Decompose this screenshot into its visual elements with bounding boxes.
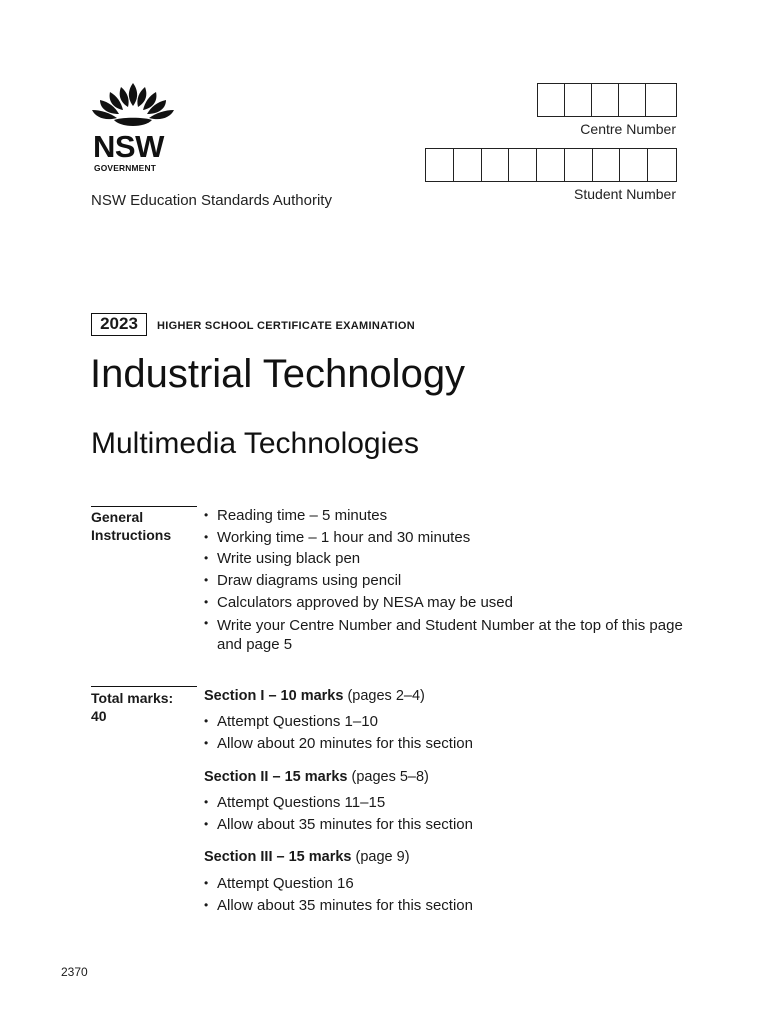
list-item: • Attempt Questions 11–15	[204, 792, 684, 814]
digit-box[interactable]	[565, 84, 592, 116]
divider	[91, 506, 197, 507]
list-item: • Write your Centre Number and Student Number at the top of this page and page 5	[204, 614, 684, 654]
digit-box[interactable]	[509, 149, 537, 181]
logo-subtext: GOVERNMENT	[94, 163, 157, 173]
list-item: • Draw diagrams using pencil	[204, 570, 684, 592]
digit-box[interactable]	[648, 149, 676, 181]
digit-box[interactable]	[592, 84, 619, 116]
logo-wordmark: NSW	[93, 129, 164, 164]
digit-box[interactable]	[619, 84, 646, 116]
digit-box[interactable]	[593, 149, 621, 181]
list-item: • Allow about 20 minutes for this section	[204, 733, 684, 755]
student-number-label: Student Number	[574, 186, 676, 202]
list-item: • Calculators approved by NESA may be used	[204, 592, 684, 614]
list-item: • Write using black pen	[204, 548, 684, 570]
digit-box[interactable]	[426, 149, 454, 181]
section-1-list	[204, 711, 684, 754]
section-3-list	[204, 873, 684, 916]
list-item: • Allow about 35 minutes for this section	[204, 814, 684, 836]
digit-box[interactable]	[538, 84, 565, 116]
centre-number-label: Centre Number	[580, 121, 676, 137]
digit-box[interactable]	[620, 149, 648, 181]
list-item: • Allow about 35 minutes for this section	[204, 895, 684, 917]
section-2-list	[204, 792, 684, 835]
waratah-icon	[88, 80, 178, 130]
list-item: • Working time – 1 hour and 30 minutes	[204, 527, 684, 549]
divider	[91, 686, 197, 687]
centre-number-boxes[interactable]	[537, 83, 677, 117]
total-marks	[91, 689, 173, 725]
subject-title: Industrial Technology	[90, 352, 466, 396]
section-1-heading: Section I – 10 marks (pages 2–4)	[204, 688, 425, 704]
digit-box[interactable]	[537, 149, 565, 181]
section-3-heading: Section III – 15 marks (page 9)	[204, 849, 410, 865]
student-number-boxes[interactable]	[425, 148, 677, 182]
digit-box[interactable]	[646, 84, 673, 116]
digit-box[interactable]	[454, 149, 482, 181]
total-marks-label: Total marks:	[91, 690, 174, 706]
exam-year: 2023	[91, 313, 147, 336]
nsw-government-logo	[88, 80, 184, 180]
total-marks-value: 40	[91, 708, 107, 724]
section-2-heading: Section II – 15 marks (pages 5–8)	[204, 769, 429, 785]
exam-type: HIGHER SCHOOL CERTIFICATE EXAMINATION	[157, 320, 415, 332]
list-item: • Attempt Question 16	[204, 873, 684, 895]
digit-box[interactable]	[482, 149, 510, 181]
authority-name: NSW Education Standards Authority	[91, 192, 332, 209]
list-item: • Attempt Questions 1–10	[204, 711, 684, 733]
course-title: Multimedia Technologies	[91, 427, 419, 460]
digit-box[interactable]	[565, 149, 593, 181]
general-instructions-label: General Instructions	[91, 509, 172, 543]
document-code: 2370	[61, 965, 88, 979]
list-item: • Reading time – 5 minutes	[204, 505, 684, 527]
general-instructions-list	[204, 505, 684, 654]
